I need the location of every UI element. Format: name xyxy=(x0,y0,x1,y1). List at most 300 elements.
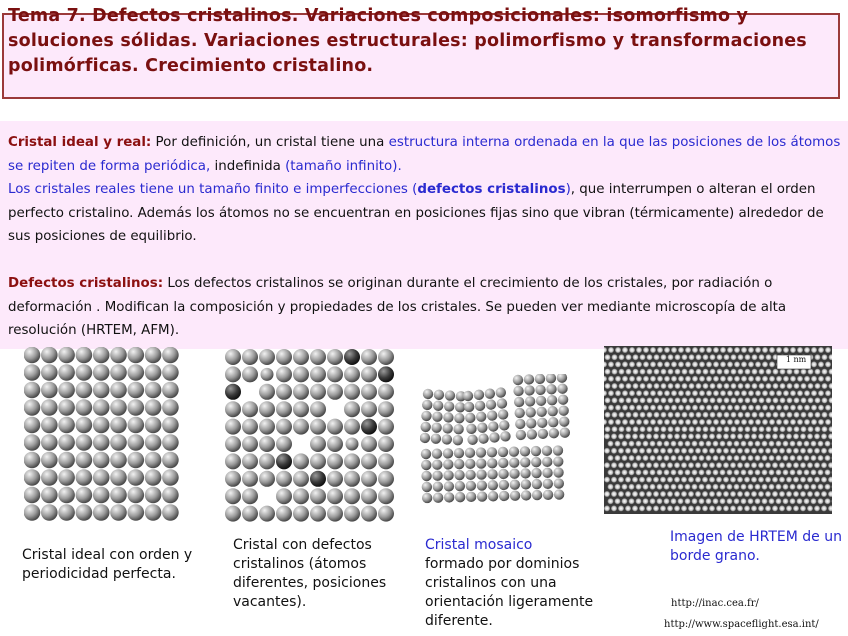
atom xyxy=(432,411,443,422)
hrtem-dot xyxy=(625,448,631,454)
atom xyxy=(242,436,258,452)
atom xyxy=(535,384,546,395)
hrtem-dot xyxy=(745,397,751,403)
hrtem-dot xyxy=(801,412,807,418)
hrtem-dot xyxy=(814,448,820,454)
hrtem-dot xyxy=(738,426,744,432)
atom xyxy=(58,399,75,416)
hrtem-dot xyxy=(661,369,667,375)
credit-link-1[interactable]: http://inac.cea.fr/ xyxy=(671,598,759,609)
atom xyxy=(433,389,444,400)
atom xyxy=(547,406,558,417)
hrtem-dot xyxy=(710,426,716,432)
atom xyxy=(473,389,484,400)
hrtem-dot xyxy=(667,477,673,483)
hrtem-dot xyxy=(811,469,817,475)
hrtem-dot xyxy=(741,469,747,475)
atom xyxy=(535,374,546,384)
atom xyxy=(93,399,110,416)
hrtem-dot xyxy=(741,455,747,461)
hrtem-dot xyxy=(706,498,712,504)
atom xyxy=(361,453,377,469)
atom xyxy=(276,366,292,382)
hrtem-dot xyxy=(681,491,687,497)
hrtem-dot xyxy=(797,498,803,504)
hrtem-dot xyxy=(818,419,824,425)
hrtem-dot xyxy=(794,426,800,432)
hrtem-dot xyxy=(748,469,754,475)
hrtem-dot xyxy=(727,390,733,396)
hrtem-dot xyxy=(633,354,639,360)
hrtem-dot xyxy=(604,477,610,483)
atom xyxy=(443,412,454,423)
hrtem-dot xyxy=(650,347,656,353)
atom xyxy=(41,487,58,504)
hrtem-dot xyxy=(671,498,677,504)
hrtem-dot xyxy=(731,383,737,389)
atom xyxy=(41,382,58,399)
hrtem-dot xyxy=(783,441,789,447)
atom xyxy=(465,459,476,470)
hrtem-dot xyxy=(783,405,789,411)
atom xyxy=(225,488,241,504)
atom xyxy=(276,384,292,400)
hrtem-dot xyxy=(790,455,796,461)
hrtem-dot xyxy=(685,441,691,447)
atom xyxy=(76,487,93,504)
hrtem-dot xyxy=(636,361,642,367)
hrtem-dot xyxy=(611,462,617,468)
hrtem-dot xyxy=(689,397,695,403)
atom xyxy=(361,349,377,365)
hrtem-dot xyxy=(643,441,649,447)
hrtem-dot xyxy=(783,498,789,504)
hrtem-dot xyxy=(751,491,757,497)
hrtem-dot xyxy=(755,455,761,461)
hrtem-dot xyxy=(675,369,681,375)
atom xyxy=(553,478,564,489)
text-segment: Por definición, un cristal tiene una xyxy=(151,135,389,150)
hrtem-dot xyxy=(646,433,652,439)
hrtem-dot xyxy=(657,484,663,490)
atom xyxy=(128,487,145,504)
hrtem-dot xyxy=(723,491,729,497)
hrtem-dot xyxy=(639,462,645,468)
hrtem-dot xyxy=(657,405,663,411)
hrtem-dot xyxy=(741,347,747,353)
hrtem-dot xyxy=(765,477,771,483)
atom xyxy=(499,491,510,502)
hrtem-dot xyxy=(685,376,691,382)
hrtem-dot xyxy=(790,405,796,411)
hrtem-dot xyxy=(678,390,684,396)
hrtem-dot xyxy=(737,491,743,497)
atom xyxy=(162,434,179,451)
atom xyxy=(93,347,110,363)
hrtem-dot xyxy=(640,369,646,375)
substitution-atom xyxy=(344,349,360,365)
hrtem-dot xyxy=(643,498,649,504)
hrtem-dot xyxy=(678,347,684,353)
hrtem-dot xyxy=(808,426,814,432)
atom xyxy=(556,374,567,383)
atom xyxy=(344,471,360,487)
hrtem-dot xyxy=(696,383,702,389)
hrtem-dot xyxy=(807,462,813,468)
hrtem-dot xyxy=(713,441,719,447)
atom xyxy=(378,436,394,452)
hrtem-dot xyxy=(604,491,610,497)
atom xyxy=(24,417,40,434)
hrtem-dot xyxy=(653,448,659,454)
hrtem-dot xyxy=(636,347,642,353)
hrtem-dot xyxy=(615,484,621,490)
atom xyxy=(476,458,487,469)
hrtem-dot xyxy=(692,419,698,425)
hrtem-dot xyxy=(807,433,813,439)
hrtem-dot xyxy=(692,390,698,396)
atom xyxy=(521,490,532,501)
atom xyxy=(41,469,58,486)
hrtem-dot xyxy=(790,347,796,353)
atom xyxy=(488,480,499,491)
atom xyxy=(76,452,93,469)
atom xyxy=(128,434,145,451)
hrtem-dot xyxy=(671,376,677,382)
hrtem-dot xyxy=(709,433,715,439)
atom xyxy=(452,435,463,446)
atom xyxy=(58,364,75,381)
atom xyxy=(76,364,93,381)
atom xyxy=(76,469,93,486)
hrtem-dot xyxy=(710,412,716,418)
atom xyxy=(432,470,443,481)
atom xyxy=(509,479,520,490)
hrtem-dot xyxy=(811,405,817,411)
caption-mosaico-title: Cristal mosaico xyxy=(425,537,533,553)
hrtem-dot xyxy=(755,441,761,447)
hrtem-dot xyxy=(702,462,708,468)
hrtem-dot xyxy=(776,455,782,461)
atom xyxy=(110,452,127,469)
hrtem-dot xyxy=(654,412,660,418)
hrtem-dot xyxy=(738,354,744,360)
hrtem-dot xyxy=(822,369,828,375)
hrtem-dot xyxy=(703,412,709,418)
hrtem-dot xyxy=(713,484,719,490)
hrtem-dot xyxy=(661,412,667,418)
hrtem-dot xyxy=(629,405,635,411)
atom xyxy=(276,436,292,452)
hrtem-dot xyxy=(800,491,806,497)
hrtem-dot xyxy=(706,484,712,490)
hrtem-dot xyxy=(755,405,761,411)
atom xyxy=(422,482,433,493)
hrtem-dot xyxy=(818,484,824,490)
hrtem-dot xyxy=(769,455,775,461)
atom xyxy=(487,458,498,469)
hrtem-dot xyxy=(741,376,747,382)
hrtem-dot xyxy=(731,397,737,403)
hrtem-dot xyxy=(675,412,681,418)
hrtem-dot xyxy=(695,433,701,439)
atom xyxy=(509,446,520,457)
hrtem-dot xyxy=(675,383,681,389)
atom xyxy=(474,400,485,411)
atom xyxy=(327,436,343,452)
hrtem-dot xyxy=(815,383,821,389)
hrtem-dot xyxy=(825,484,831,490)
hrtem-dot xyxy=(653,462,659,468)
hrtem-dot xyxy=(702,448,708,454)
credit-link-2[interactable]: http://www.spaceflight.esa.int/ xyxy=(664,619,819,630)
hrtem-dot xyxy=(709,448,715,454)
hrtem-dot xyxy=(632,448,638,454)
highlight-bold-text: defectos cristalinos xyxy=(417,182,566,197)
hrtem-dot xyxy=(720,376,726,382)
atom xyxy=(261,368,274,381)
hrtem-dot xyxy=(716,477,722,483)
hrtem-dot xyxy=(734,441,740,447)
hrtem-dot xyxy=(807,491,813,497)
atom xyxy=(553,456,564,467)
atom xyxy=(454,470,465,481)
page-title: Tema 7. Defectos cristalinos. Variaciones composicionales: isomorfismo y soluciones sólidas. Variaciones estructurales: polimorfismo y transformaciones polimórficas. Crecimiento cristalino. xyxy=(8,6,807,76)
atom xyxy=(259,419,275,435)
hrtem-dot xyxy=(821,462,827,468)
hrtem-dot xyxy=(696,412,702,418)
hrtem-dot xyxy=(811,498,817,504)
hrtem-dot xyxy=(639,477,645,483)
hrtem-dot xyxy=(811,390,817,396)
atom xyxy=(24,487,40,504)
hrtem-dot xyxy=(608,469,614,475)
hrtem-dot xyxy=(678,419,684,425)
hrtem-dot xyxy=(709,505,715,511)
atom xyxy=(553,467,564,478)
atom xyxy=(58,347,75,363)
hrtem-dot xyxy=(783,347,789,353)
hrtem-dot xyxy=(626,426,632,432)
atom xyxy=(420,432,430,443)
hrtem-dot xyxy=(790,419,796,425)
atom xyxy=(162,417,179,434)
hrtem-dot xyxy=(611,491,617,497)
text-segment: , que interrumpen o alteran el orden perfecto cristalino. Además los átomos no se encuentran en posiciones fijas sino que vibran (térmicamente) alrededor de sus posiciones de equilibrio. xyxy=(8,182,824,244)
hrtem-dot xyxy=(688,448,694,454)
hrtem-dot xyxy=(801,397,807,403)
hrtem-dot xyxy=(772,491,778,497)
hrtem-dot xyxy=(625,505,631,511)
hrtem-dot xyxy=(793,477,799,483)
hrtem-dot xyxy=(787,412,793,418)
atom xyxy=(128,504,145,521)
hrtem-dot xyxy=(755,390,761,396)
atom xyxy=(76,347,93,363)
hrtem-dot xyxy=(605,397,611,403)
atom xyxy=(515,429,526,440)
atom xyxy=(259,506,275,522)
atom xyxy=(225,366,241,382)
atom xyxy=(225,453,241,469)
highlight-text: estructura interna ordenada en la que las posiciones de los átomos se repiten de forma periódica, xyxy=(8,135,841,174)
hrtem-dot xyxy=(825,469,831,475)
hrtem-dot xyxy=(660,433,666,439)
hrtem-dot xyxy=(612,426,618,432)
atom xyxy=(542,445,553,456)
hrtem-dot xyxy=(769,376,775,382)
hrtem-dot xyxy=(716,505,722,511)
atom xyxy=(466,491,477,502)
hrtem-dot xyxy=(640,383,646,389)
atom xyxy=(24,364,40,381)
atom xyxy=(444,390,455,401)
hrtem-dot xyxy=(615,376,621,382)
atom xyxy=(58,382,75,399)
atom xyxy=(514,397,525,408)
hrtem-dot xyxy=(699,390,705,396)
atom xyxy=(145,434,162,451)
hrtem-dot xyxy=(664,347,670,353)
hrtem-dot xyxy=(695,505,701,511)
atom xyxy=(422,388,433,399)
hrtem-dot xyxy=(640,354,646,360)
hrtem-dot xyxy=(636,390,642,396)
hrtem-dot xyxy=(706,347,712,353)
hrtem-dot xyxy=(814,491,820,497)
hrtem-dot xyxy=(825,405,831,411)
hrtem-dot xyxy=(772,477,778,483)
hrtem-dot xyxy=(804,498,810,504)
atom xyxy=(276,349,292,365)
atom xyxy=(24,469,40,486)
hrtem-dot xyxy=(786,477,792,483)
hrtem-dot xyxy=(660,477,666,483)
hrtem-dot xyxy=(713,419,719,425)
hrtem-dot xyxy=(808,383,814,389)
atom xyxy=(310,488,326,504)
heading-defectos: Defectos cristalinos: xyxy=(8,276,164,291)
ideal-lattice-image xyxy=(24,347,180,525)
hrtem-dot xyxy=(825,376,831,382)
hrtem-dot xyxy=(647,369,653,375)
atom xyxy=(557,383,568,394)
hrtem-dot xyxy=(734,498,740,504)
hrtem-dot xyxy=(668,369,674,375)
hrtem-dot xyxy=(629,361,635,367)
hrtem-dot xyxy=(737,462,743,468)
hrtem-dot xyxy=(664,484,670,490)
hrtem-dot xyxy=(692,361,698,367)
hrtem-dot xyxy=(752,383,758,389)
atom xyxy=(487,447,498,458)
hrtem-dot xyxy=(671,469,677,475)
hrtem-dot xyxy=(622,376,628,382)
hrtem-dot xyxy=(720,441,726,447)
hrtem-dot xyxy=(608,455,614,461)
hrtem-dot xyxy=(622,361,628,367)
hrtem-dot xyxy=(720,455,726,461)
hrtem-dot xyxy=(646,477,652,483)
hrtem-dot xyxy=(706,419,712,425)
atom xyxy=(524,374,535,385)
hrtem-dot xyxy=(699,419,705,425)
hrtem-dot xyxy=(773,412,779,418)
hrtem-dot xyxy=(759,426,765,432)
hrtem-dot xyxy=(604,433,610,439)
hrtem-dot xyxy=(790,498,796,504)
atom xyxy=(488,421,499,432)
atom xyxy=(128,347,145,363)
hrtem-dot xyxy=(685,498,691,504)
hrtem-dot xyxy=(734,390,740,396)
atom xyxy=(41,417,58,434)
hrtem-dot xyxy=(685,390,691,396)
hrtem-dot xyxy=(793,433,799,439)
atom xyxy=(225,506,241,522)
hrtem-dot xyxy=(661,354,667,360)
hrtem-dot xyxy=(706,390,712,396)
hrtem-dot xyxy=(769,419,775,425)
hrtem-dot xyxy=(688,491,694,497)
hrtem-dot xyxy=(748,441,754,447)
hrtem-dot xyxy=(629,498,635,504)
hrtem-dot xyxy=(608,484,614,490)
hrtem-dot xyxy=(636,498,642,504)
atom xyxy=(466,481,477,492)
hrtem-dot xyxy=(646,448,652,454)
atom xyxy=(110,487,127,504)
atom xyxy=(346,438,359,451)
hrtem-dot xyxy=(797,469,803,475)
hrtem-dot xyxy=(692,469,698,475)
hrtem-image xyxy=(604,346,832,514)
highlight-text: Los cristales reales tiene un tamaño finito e imperfecciones ( xyxy=(8,182,418,197)
atom xyxy=(327,453,343,469)
hrtem-dot xyxy=(730,477,736,483)
atom xyxy=(24,399,40,416)
hrtem-dot xyxy=(703,426,709,432)
hrtem-dot xyxy=(647,354,653,360)
hrtem-dot xyxy=(668,383,674,389)
scale-bar-label: 1 nm xyxy=(785,355,807,364)
hrtem-dot xyxy=(695,477,701,483)
atom xyxy=(162,469,179,486)
hrtem-dot xyxy=(720,498,726,504)
atom xyxy=(526,418,537,429)
atom xyxy=(465,470,476,481)
atom xyxy=(128,364,145,381)
hrtem-dot xyxy=(727,347,733,353)
hrtem-dot xyxy=(727,376,733,382)
hrtem-dot xyxy=(794,369,800,375)
hrtem-dot xyxy=(632,491,638,497)
atom xyxy=(41,452,58,469)
hrtem-dot xyxy=(681,433,687,439)
hrtem-dot xyxy=(612,369,618,375)
substitution-atom xyxy=(378,366,394,382)
atom xyxy=(430,433,441,444)
hrtem-dot xyxy=(682,426,688,432)
hrtem-dot xyxy=(731,426,737,432)
hrtem-dot xyxy=(748,347,754,353)
hrtem-dot xyxy=(682,354,688,360)
hrtem-dot xyxy=(800,448,806,454)
hrtem-dot xyxy=(745,369,751,375)
hrtem-dot xyxy=(772,462,778,468)
atom xyxy=(110,417,127,434)
hrtem-dot xyxy=(703,397,709,403)
